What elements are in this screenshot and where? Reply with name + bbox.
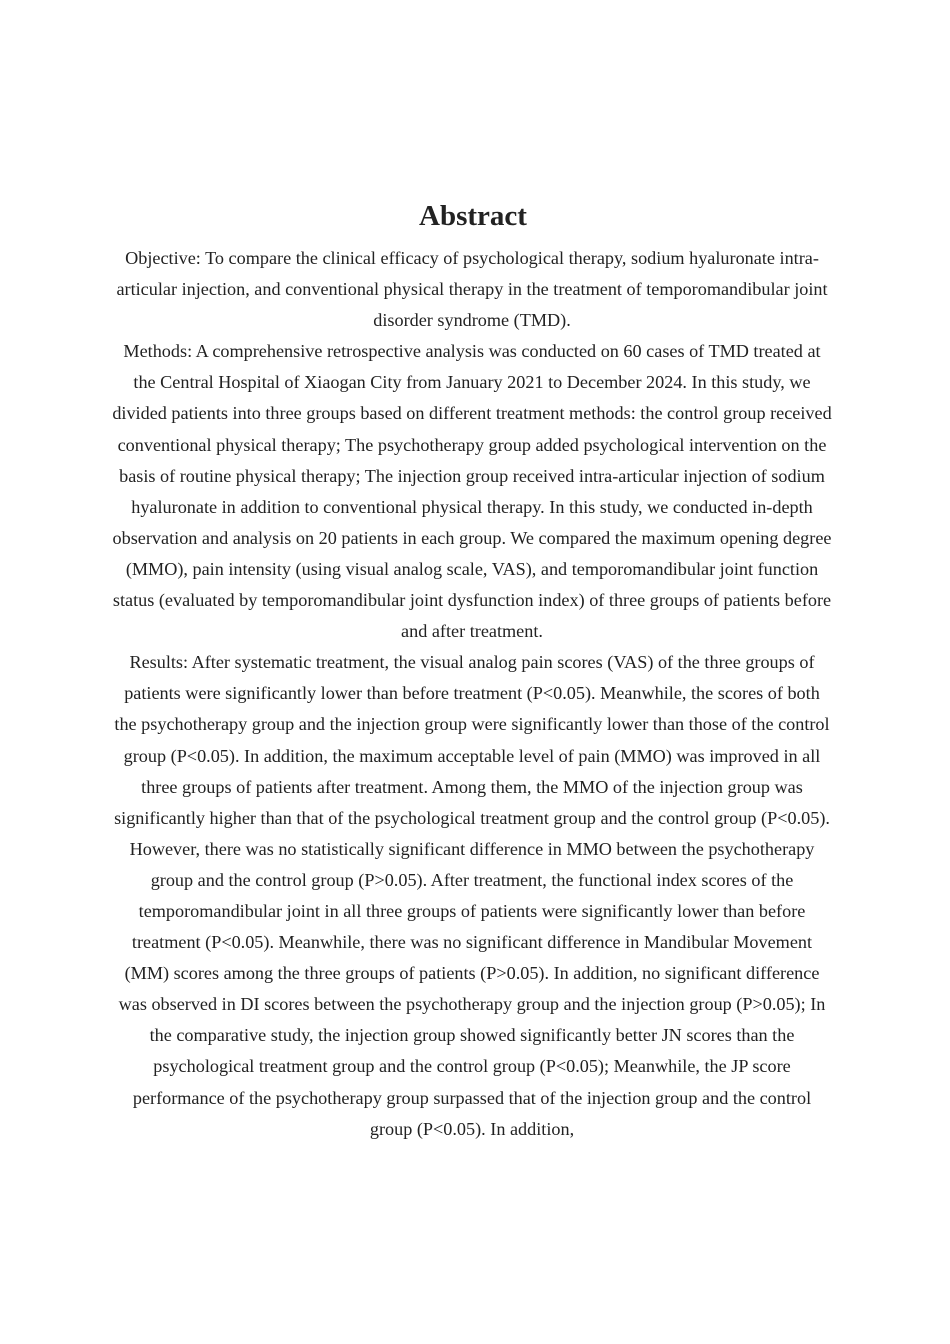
objective-paragraph: Objective: To compare the clinical efficacy of psychological therapy, sodium hyaluronate intra-articular injection, and conventional physical therapy in the treatment of temporomandibular joint disorder syndrome (TMD). xyxy=(116,248,828,331)
abstract-title: Abstract xyxy=(419,200,527,232)
methods-paragraph: Methods: A comprehensive retrospective analysis was conducted on 60 cases of TMD treated at the Central Hospital of Xiaogan City from January 2021 to December 2024. In this study, we divided patients into three groups based on different treatment methods: the control group received conventional physical therapy; The psychotherapy group added psychological intervention on the basis of routine physical therapy; The injection group received intra-articular injection of sodium hyaluronate in addition to conventional physical therapy. In this study, we conducted in-depth observation and analysis on 20 patients in each group. We compared the maximum opening degree (MMO), pain intensity (using visual analog scale, VAS), and temporomandibular joint function status (evaluated by temporomandibular joint dysfunction index) of three groups of patients before and after treatment. xyxy=(112,341,832,642)
abstract-body xyxy=(111,243,833,1145)
results-paragraph: Results: After systematic treatment, the visual analog pain scores (VAS) of the three groups of patients were significantly lower than before treatment (P<0.05). Meanwhile, the scores of both the psychotherapy group and the injection group were significantly lower than those of the control group (P<0.05). In addition, the maximum acceptable level of pain (MMO) was improved in all three groups of patients after treatment. Among them, the MMO of the injection group was significantly higher than that of the psychological treatment group and the control group (P<0.05). However, there was no statistically significant difference in MMO between the psychotherapy group and the control group (P>0.05). After treatment, the functional index scores of the temporomandibular joint in all three groups of patients were significantly lower than before treatment (P<0.05). Meanwhile, there was no significant difference in Mandibular Movement (MM) scores among the three groups of patients (P>0.05). In addition, no significant difference was observed in DI scores between the psychotherapy group and the injection group (P>0.05); In the comparative study, the injection group showed significantly better JN scores than the psychological treatment group and the control group (P<0.05); Meanwhile, the JP score performance of the psychotherapy group surpassed that of the injection group and the control group (P<0.05). In addition, xyxy=(114,652,830,1139)
